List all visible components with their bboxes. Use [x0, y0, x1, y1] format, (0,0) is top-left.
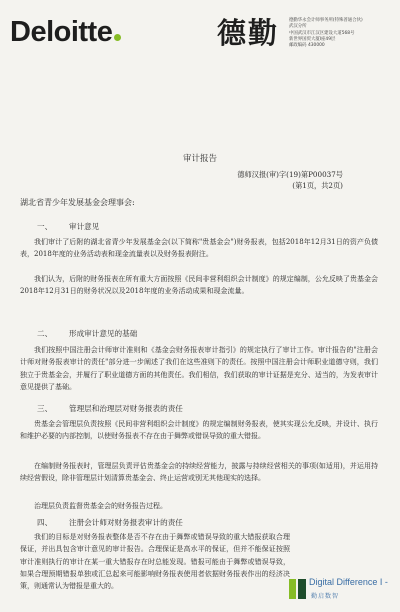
section-title: 形成审计意见的基础	[69, 329, 138, 338]
section-heading	[20, 221, 99, 232]
address-line: 邮政编码 430000	[289, 43, 325, 49]
deloitte-cn-logo: 德勤	[217, 16, 280, 50]
address-line: 新世界国贸大厦I座49层	[289, 36, 336, 42]
digital-difference-logo-icon	[289, 579, 306, 599]
addressee: 湖北省青少年发展基金会理事会:	[20, 198, 135, 207]
section-heading	[20, 517, 183, 528]
footer-brand	[309, 577, 388, 587]
paragraph: 治理层负责监督贵基金会的财务报告过程。	[34, 502, 167, 510]
report-reference	[237, 170, 343, 191]
section-title: 审计意见	[69, 222, 100, 231]
paragraph: 贵基金会管理层负责按照《民间非营利组织会计制度》的规定编制财务报表，使其实现公允反映，并设计、执行和维护必要的内部控制，以使财务报表不存在由于舞弊或错误导致的重大错报。	[20, 420, 378, 441]
brand-suffix: I -	[379, 577, 388, 587]
section-number: 四、	[37, 518, 53, 527]
footer-brand-cn: 勤启数智	[311, 593, 340, 600]
section-number: 三、	[37, 404, 53, 413]
brand-name: Digital Difference	[309, 577, 378, 587]
logo-dot-icon	[114, 34, 121, 41]
paragraph: 我们审计了后附的湖北省青少年发展基金会(以下简称"贵基金会")财务报表，包括2018年12月31日的资产负债表，2018年度的业务活动表和现金流量表以及财务报表附注。	[20, 238, 378, 259]
paragraph: 在编制财务报表时，管理层负责评估贵基金会的持续经营能力，披露与持续经营相关的事项(如适用)，并运用持续经营假设，除非管理层计划清算贵基金会、终止运营或别无其他现实的选择。	[20, 462, 378, 483]
address-line: 德勤华永会计师事务所(特殊普通合伙)	[289, 18, 363, 23]
reference-number: 德师汉报(审)字(19)第P00037号	[237, 170, 343, 179]
section-title: 管理层和治理层对财务报表的责任	[69, 404, 183, 413]
page-info: (第1页，共2页)	[292, 180, 343, 190]
deloitte-logo	[10, 16, 121, 49]
paragraph: 我们按照中国注册会计师审计准则和《基金会财务报表审计指引》的规定执行了审计工作。审计报告的"注册会计师对财务报表审计的责任"部分进一步阐述了我们在这些准则下的责任。按照中国注册会计师职业道德守则，我们独立于贵基金会，并履行了职业道德方面的其他责任。我们相信，我们获取的审计证据是充分、适当的，为发表审计意见提供了基础。	[20, 346, 378, 391]
section-title: 注册会计师对财务报表审计的责任	[69, 518, 183, 527]
report-title: 审计报告	[182, 154, 217, 164]
firm-address	[289, 18, 363, 49]
paragraph: 我们认为，后附的财务报表在所有重大方面按照《民间非营利组织会计制度》的规定编制，公允反映了贵基金会2018年12月31日的财务状况以及2018年度的业务活动成果和现金流量。	[20, 275, 378, 296]
section-number: 二、	[37, 329, 53, 338]
paragraph: 我们的目标是对财务报表整体是否不存在由于舞弊或错误导致的重大错报获取合理保证，并出具包含审计意见的审计报告。合理保证是高水平的保证，但并不能保证按照审计准则执行的审计在某一重大错报存在时总能发现。错报可能由于舞弊或错误导致，如果合理预期错报单独或汇总起来可能影响财务报表使用者依据财务报表作出的经济决策，则通常认为错报是重大的。	[20, 533, 290, 591]
section-heading	[20, 403, 183, 414]
logo-text: Deloitte	[10, 16, 113, 48]
address-line: 中国武汉市江汉区建设大道568号	[289, 30, 355, 36]
section-heading	[20, 328, 137, 339]
address-line: 武汉分所	[289, 24, 307, 30]
section-number: 一、	[37, 222, 53, 231]
